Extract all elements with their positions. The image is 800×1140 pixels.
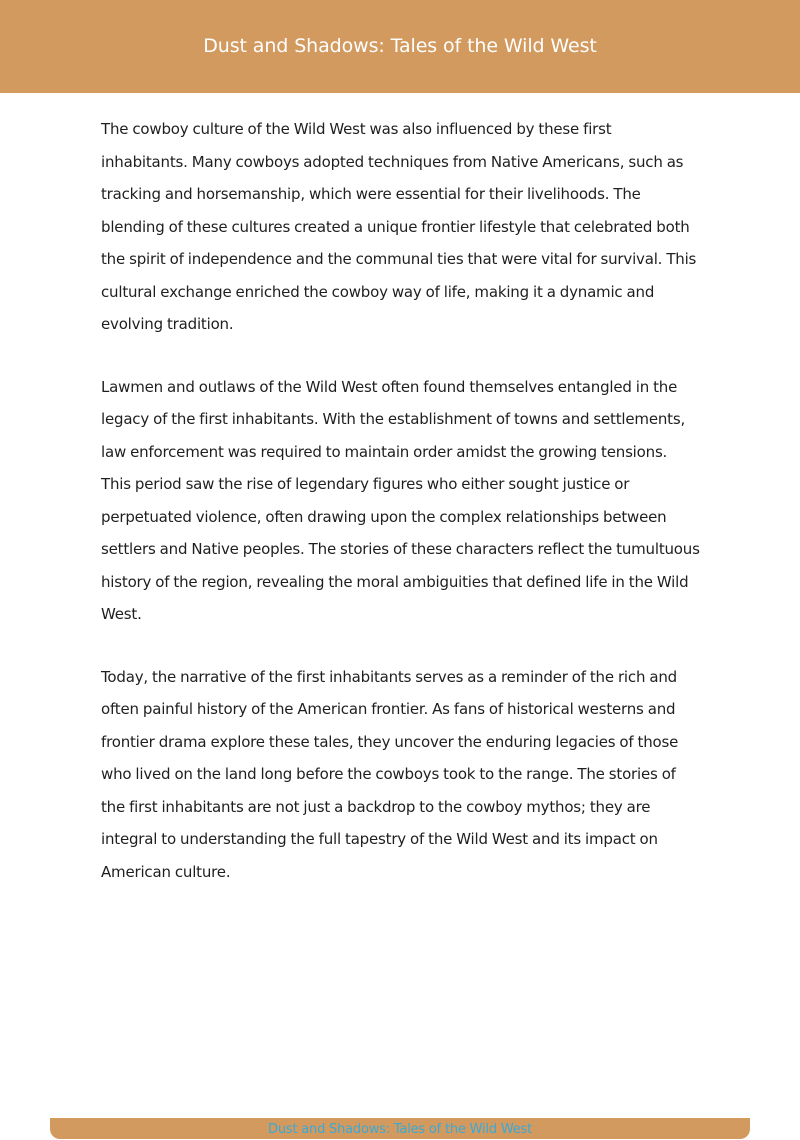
paragraph-3: Today, the narrative of the first inhabitants serves as a reminder of the rich and often painful history of the American frontier. As fans of historical westerns and frontier drama explore these tales, they uncover the enduring legacies of those who lived on the land long before the cowboys took to the range. The stories of the first inhabitants are not just a backdrop to the cowboy mythos; they are integral to understanding the full tapestry of the Wild West and its impact on American culture. (101, 667, 679, 881)
paragraph-2: Lawmen and outlaws of the Wild West often found themselves entangled in the legacy of the first inhabitants. With the establishment of towns and settlements, law enforcement was required to maintain order amidst the growing tensions. This period saw the rise of legendary figures who either sought justice or perpetuated violence, often drawing upon the complex relationships between settlers and Native peoples. The stories of these characters reflect the tumultuous history of the region, revealing the moral ambiguities that defined life in the Wild West. (101, 377, 700, 623)
document-body (101, 113, 701, 918)
header-title: Dust and Shadows: Tales of the Wild West (203, 34, 597, 57)
footer-text: Dust and Shadows: Tales of the Wild West (268, 1122, 532, 1137)
page-footer (50, 1118, 750, 1139)
paragraph-1: The cowboy culture of the Wild West was also influenced by these first inhabitants. Many cowboys adopted techniques from Native Americans, such as tracking and horsemanship, which were essential for their livelihoods. The blending of these cultures created a unique frontier lifestyle that celebrated both the spirit of independence and the communal ties that were vital for survival. This cultural exchange enriched the cowboy way of life, making it a dynamic and evolving tradition. (101, 120, 697, 333)
page-header (0, 0, 800, 93)
